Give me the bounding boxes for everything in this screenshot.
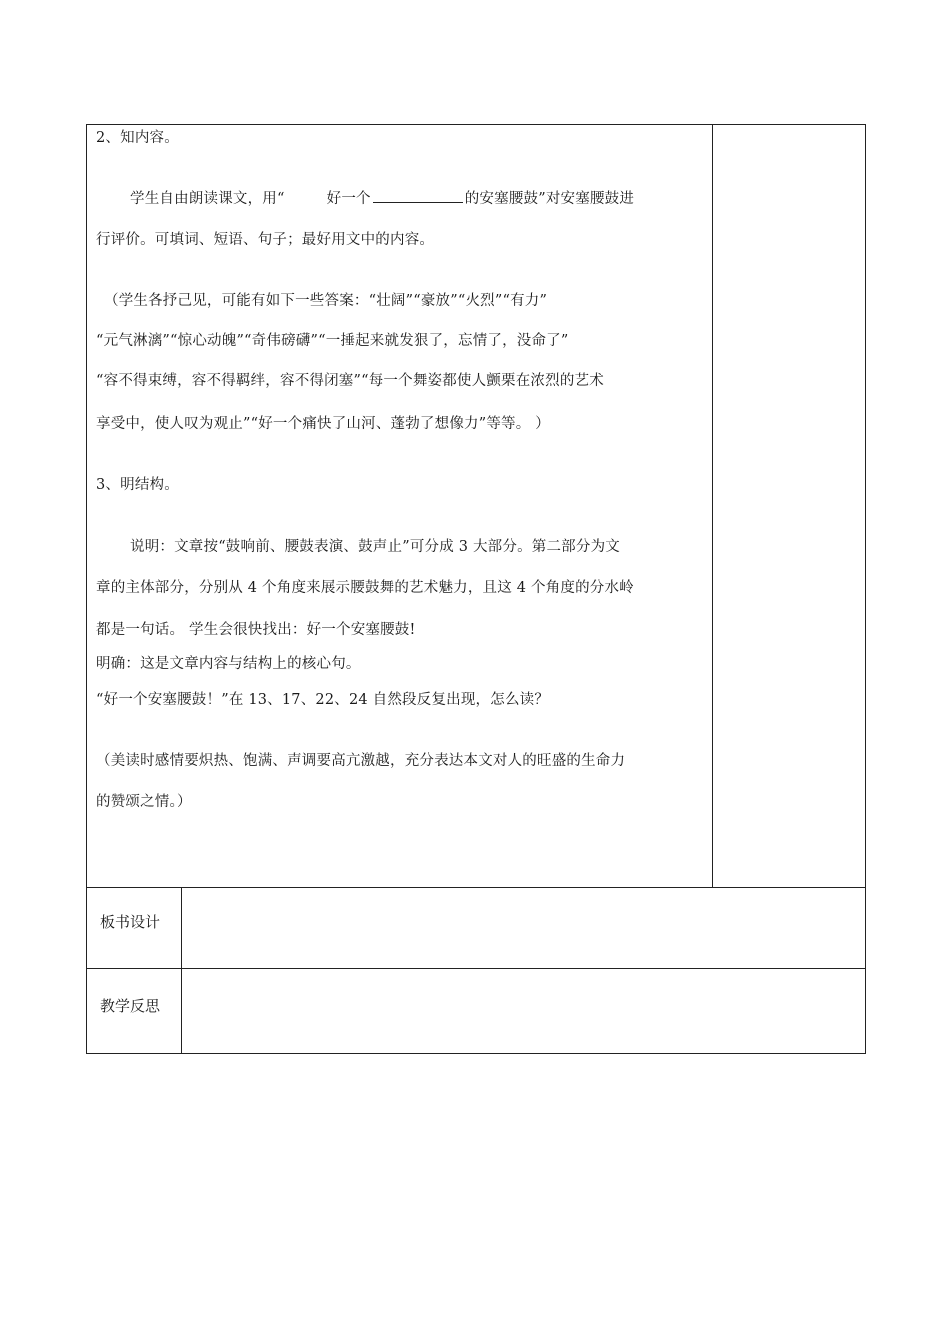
fill-in-blank	[373, 188, 463, 203]
answers-line-3: “容不得束缚，容不得羁绊，容不得闭塞”“每一个舞姿都使人颤栗在浓烈的艺术	[96, 373, 604, 389]
answers-line-2: “元气淋漓”“惊心动魄”“奇伟磅礴”“一捶起来就发狠了，忘情了，没命了”	[96, 333, 569, 349]
label-column-divider	[181, 887, 182, 1054]
section2-heading: 2、知内容。	[96, 130, 179, 146]
clarify-line: 明确：这是文章内容与结构上的核心句。	[96, 656, 361, 672]
section2-p1-c: 的安塞腰鼓”对安塞腰鼓进	[464, 191, 635, 207]
section3-heading: 3、明结构。	[96, 477, 179, 493]
section2-paragraph-line1	[130, 188, 634, 209]
reading-line-1: （美读时感情要炽热、饱满、声调要高亢激越，充分表达本文对人的旺盛的生命力	[96, 753, 626, 769]
explain-line-3: 都是一句话。 学生会很快找出：好一个安塞腰鼓!	[96, 622, 416, 638]
row-divider-1	[86, 887, 866, 888]
reading-line-2: 的赞颂之情。）	[96, 794, 192, 810]
board-design-label: 板书设计	[100, 913, 161, 931]
right-column-divider	[712, 124, 713, 888]
answers-line-4: 享受中，使人叹为观止”“好一个痛快了山河、蓬勃了想像力”等等。 ）	[96, 416, 550, 432]
reflection-label: 教学反思	[100, 997, 161, 1015]
answers-line-1: （学生各抒己见，可能有如下一些答案：“壮阔”“豪放”“火烈”“有力”	[104, 293, 548, 309]
section2-p1-b: 好一个	[326, 191, 371, 207]
explain-line-2: 章的主体部分，分别从 4 个角度来展示腰鼓舞的艺术魅力，且这 4 个角度的分水岭	[96, 580, 634, 596]
explain-line-1: 说明：文章按“鼓响前、腰鼓表演、鼓声止”可分成 3 大部分。第二部分为文	[130, 539, 620, 555]
section2-p1-a: 学生自由朗读课文，用“	[130, 191, 285, 207]
row-divider-2	[86, 968, 866, 969]
section2-paragraph-line2: 行评价。可填词、短语、句子；最好用文中的内容。	[96, 232, 435, 248]
question-line: “好一个安塞腰鼓！”在 13、17、22、24 自然段反复出现，怎么读？	[96, 692, 550, 708]
